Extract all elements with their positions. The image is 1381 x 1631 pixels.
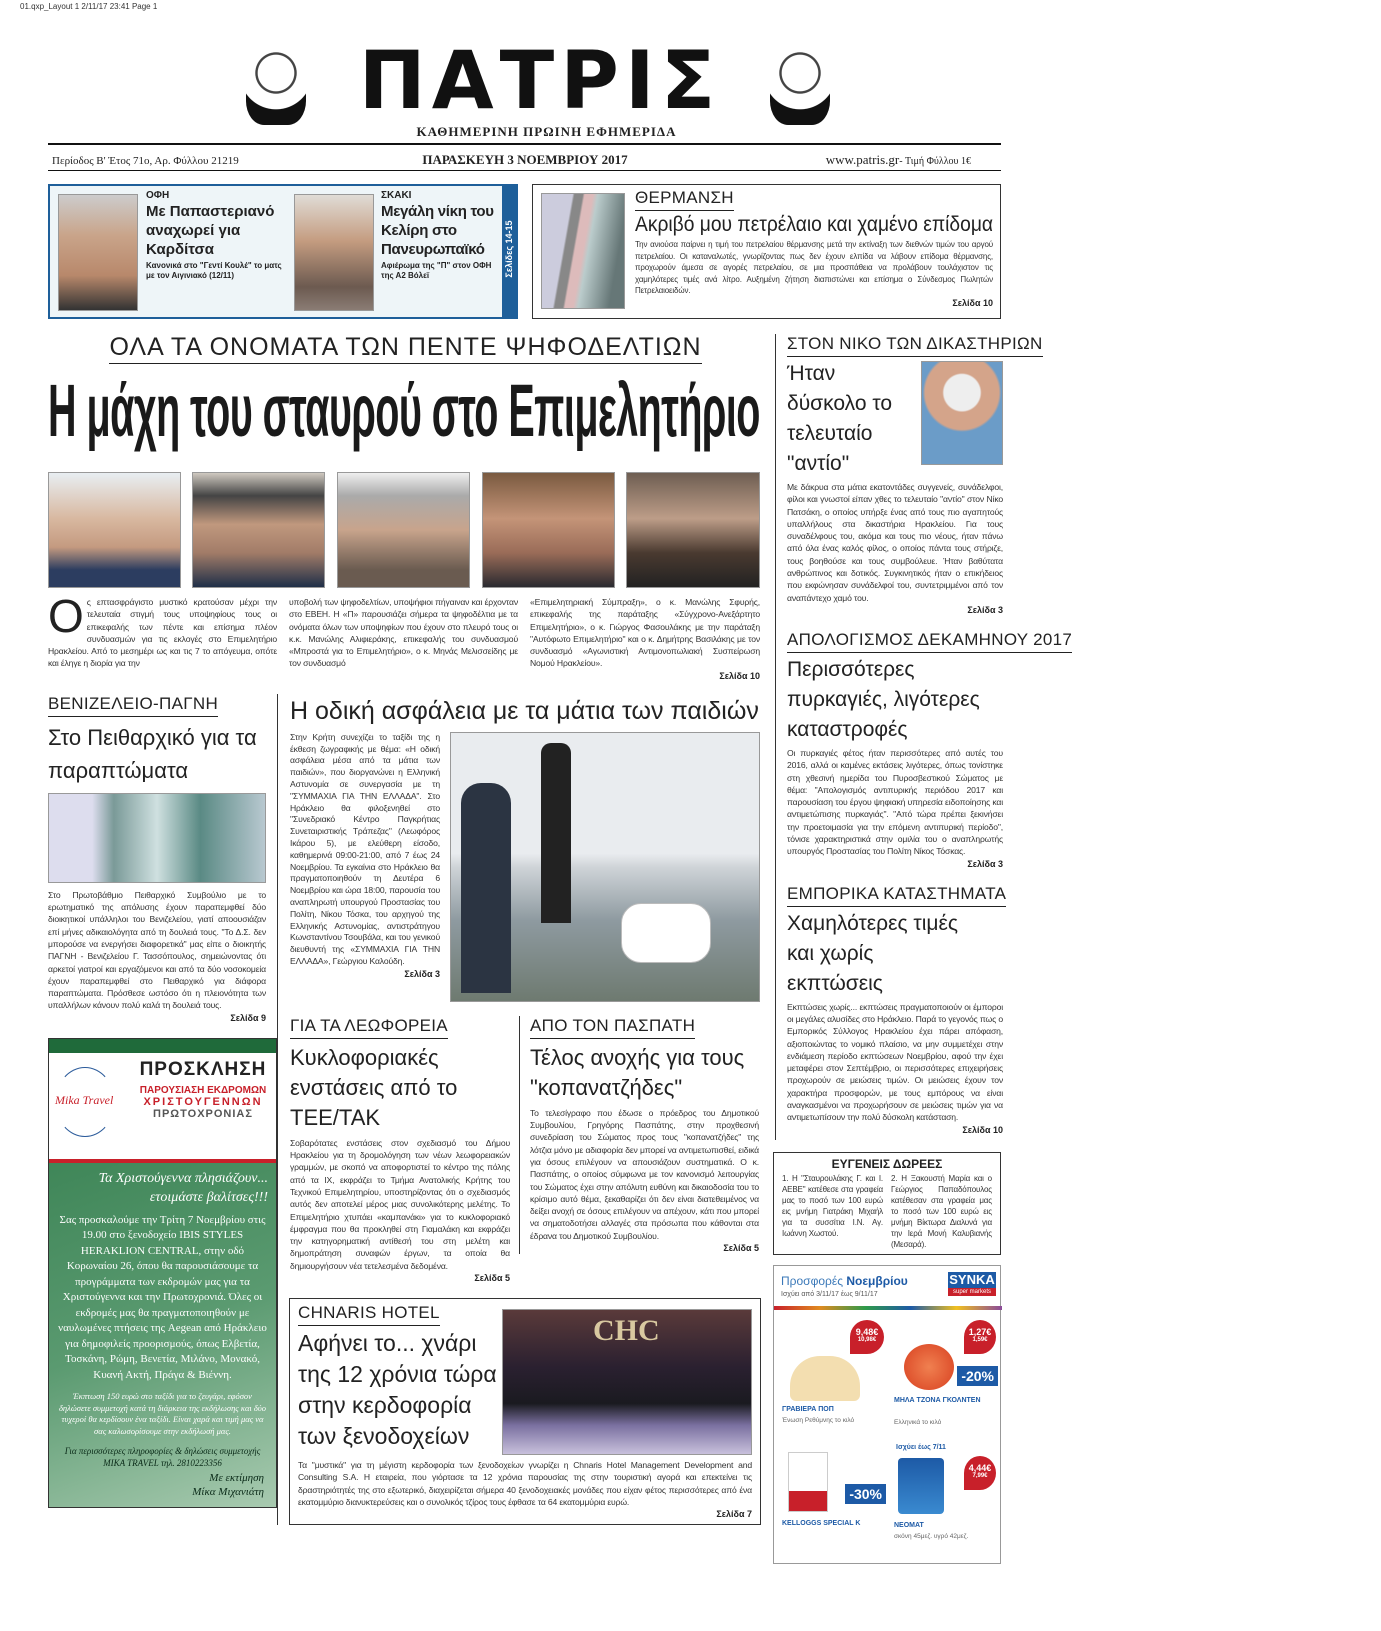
heating-kicker: ΘΕΡΜΑΝΣΗ <box>635 188 734 211</box>
lead-headline[interactable]: Η μάχη του σταυρού στο Επιμελητήριο <box>48 369 760 452</box>
road-page-ref[interactable]: Σελίδα 3 <box>404 968 440 979</box>
synka-logo: SYNKA super markets <box>949 1271 995 1295</box>
heating-box <box>532 184 1001 319</box>
chnaris-page-ref[interactable]: Σελίδα 7 <box>716 1509 752 1520</box>
niko-body: Με δάκρυα στα μάτια εκατοντάδες συγγενείς, συνάδελφοι, φίλοι και γνωστοί είπαν χθες το τελευταίο "αντίο" στον Νίκο Πατσάκη, ο οποίος υπήρξε ένας από τους πιο αγαπητούς υπαλλήλους στα δικαστήρια Ηρακλείου. Για τους συναδέλφους του, ακόμα και τους πιο νέους, ήταν πάνω από όλα ένας καλός φίλος, ο οποίος πάντα τους στήριζε, τους βοηθούσε και τους συμβούλευε. Ήταν βαθύτατα ανθρώπινος και δοτικός. Συγκινητικός ήταν ο επικήδειος που εκφώνησαν συνάδελφοί του, συντετριμμένοι από τον αναπάντεχο χαμό του. <box>787 482 1003 603</box>
hospital-photo <box>48 793 266 883</box>
ad-subtitle: ΠΡΩΤΟΧΡΟΝΙΑΣ <box>153 1107 253 1120</box>
old-price: 7,99€ <box>972 1472 988 1479</box>
buses-headline[interactable]: Κυκλοφοριακές ενστάσεις από το ΤΕΕ/ΤΑΚ <box>290 1044 458 1130</box>
issue-price: - Τιμή Φύλλου 1€ <box>899 156 971 167</box>
cereal-image <box>788 1452 828 1512</box>
sports-pages: Σελίδες 14-15 <box>504 220 514 278</box>
heating-body: Την ανιούσα παίρνει η τιμή του πετρελαίου θέρμανσης μετά την εκτίναξη των διεθνών τιμών του αργού πετρελαίου. Οι καταναλωτές, γνωρίζοντας πως δεν έχουν ελπίδα να λάβουν επίδομα θέρμανσης, προχωρούν άμεσα σε αγορές πετρελαίου, σε μια προσπάθεια να προλάβουν τουλάχιστον τις χαμηλότερες τιμές ανά λίτρο. Αυξημένη ζήτηση διαπιστώνει και επίσημα ο Σύνδεσμος Πωλητών Πετρελαιοειδών. <box>635 240 993 295</box>
road-body: Στην Κρήτη συνεχίζει το ταξίδι της η έκθεση ζωγραφικής με θέμα: «Η οδική ασφάλεια μέσα από τα μάτια των παιδιών», που διοργανώνει η Ελληνική Αστυνομία σε συνεργασία με τη "ΣΥΜΜΑΧΙΑ ΓΙΑ ΤΗΝ ΕΛΛΑΔΑ". Στο Ηράκλειο θα φιλοξενηθεί στο "Συνεδριακό Κέντρο Παγκρήτιας Συνεταιριστικής Τράπεζας" (Λεωφόρος Ικάρου 5), με ελεύθερη είσοδο, καθημερινά 09:00-21:00, από 7 έως 24 Νοεμβρίου. Τα εγκαίνια στο Ηράκλειο θα πραγματοποιηθούν τη Δευτέρα 6 Νοεμβρίου και ώρα 18:00, παρουσία του αναπληρωτή υπουργού Προστασίας του Πολίτη, Νίκου Τόσκα, του αρχηγού της Ελληνικής Αστυνομίας, αντιστράτηγου Κωνσταντίνου Τσουβάλα, και του γενικού διευθυντή της «ΣΥΜΜΑΧΙΑ ΓΙΑ ΤΗΝ ΕΛΛΑΔΑ», Γεώργιου Καλούδη. <box>290 731 440 966</box>
niko-kicker: ΣΤΟΝ ΝΙΚΟ ΤΩΝ ΔΙΚΑΣΤΗΡΙΩΝ <box>787 334 1043 357</box>
issue-info: Περίοδος Β' Έτος 71ο, Αρ. Φύλλου 21219 <box>52 155 239 167</box>
candidate-photo <box>48 472 181 588</box>
hotel-event-photo <box>502 1309 752 1455</box>
sports-box <box>48 184 518 319</box>
venizeleio-kicker: ΒΕΝΙΖΕΛΕΙΟ-ΠΑΓΝΗ <box>48 694 218 717</box>
chnaris-body: Τα "μυστικά" για τη μέγιστη κερδοφορία των ξενοδοχείων γνωρίζει η Chnaris Hotel Management Development and Consulting S.A. Η εταιρεία, που γιόρτασε τα 12 χρόνια παρουσίας της στην τουριστική αγορά και επεκτείνει τις δραστηριότητές της στο εξωτερικό, διαχειρίζεται σήμερα 40 ξενοδοχειακές μονάδες που είχαν φέτος περισσότερες από ένα εκατομμύριο διανυκτερεύσεις και ο συνολικός τζίρος τους έφθασε τα 64 εκατομμύρια ευρώ. <box>298 1460 752 1507</box>
sports-sub: Κανονικά στο "Γεντί Κουλέ" το ματς με τον Αιγινιακό (12/11) <box>146 261 282 280</box>
founder-portrait-right <box>770 45 830 125</box>
founder-portrait-left <box>246 45 306 125</box>
synka-ad[interactable] <box>773 1265 1001 1564</box>
synka-title-month: Νοεμβρίου <box>846 1273 908 1288</box>
buses-page-ref[interactable]: Σελίδα 5 <box>474 1273 510 1284</box>
fires-kicker: ΑΠΟΛΟΓΙΣΜΟΣ ΔΕΚΑΜΗΝΟΥ 2017 <box>787 630 1072 653</box>
buses-kicker: ΓΙΑ ΤΑ ΛΕΩΦΟΡΕΙΑ <box>290 1016 448 1039</box>
synka-title: Προσφορές <box>781 1273 843 1288</box>
price-tag: 9,48€ <box>855 1326 879 1337</box>
apples-image <box>904 1344 954 1390</box>
ad-title: ΠΡΟΣΚΛΗΣΗ <box>139 1058 267 1080</box>
venizeleio-body: Στο Πρωτοβάθμιο Πειθαρχικό Συμβούλιο με το ερωτηματικό της απόλυσης έχουν παραπεμφθεί δύο διοικητικοί υπάλληλοι του Βενιζελείου, γιατί αποουσιάζαν επί μήνες αδικαιολόγητα από τη δουλειά τους. "Το Δ.Σ. δεν μπορούσε να ενεργήσει διαφορετικά" μας είπε ο διοικητής ΠΑΓΝΗ - Βενιζελείου Γ. Τασσόπουλος, σημειώνοντας ότι αρκετοί γιατροί και εργαζόμενοι και από τα δύο νοσοκομεία έχουν παραπεμφθεί στο Πειθαρχικό για διάφορα παραπτώματα. Πρόσθεσε ωστόσο ότι η πλειονότητα των υπαλλήλων κάνουν πολύ καλά τη δουλειά τους. <box>48 889 266 1011</box>
shops-kicker: ΕΜΠΟΡΙΚΑ ΚΑΤΑΣΤΗΜΑΤΑ <box>787 884 1006 907</box>
price-tag: 1,27€ <box>968 1326 992 1337</box>
sports-kicker: ΣΚΑΚΙ <box>381 190 412 201</box>
sports-headline[interactable]: Με Παπαστεριανό αναχωρεί για Καρδίτσα <box>146 203 275 258</box>
ad-signature: Με εκτίμηση <box>209 1472 264 1485</box>
donations-title: ΕΥΓΕΝΕΙΣ ΔΩΡΕΕΣ <box>831 1156 943 1171</box>
road-headline[interactable]: Η οδική ασφάλεια με τα μάτια των παιδιών <box>290 696 759 725</box>
heating-headline[interactable]: Ακριβό μου πετρέλαιο και χαμένο επίδομα <box>635 213 994 236</box>
shops-headline[interactable]: Χαμηλότερες τιμές και χωρίς εκπτώσεις <box>787 911 958 995</box>
donation-item: 1. Η "Σταυρουλάκης Γ. και Ι. ΑΕΒΕ" κατέθεσε στα γραφεία μας το ποσό των 100 ευρώ εις μνήμη Γιατράκη Μιχαήλ για τα συσσίτια Ι.Ν. Αγ. Ιωάννη Χωστού. <box>782 1173 883 1238</box>
print-meta: 01.qxp_Layout 1 2/11/17 23:41 Page 1 <box>20 2 158 11</box>
discount-badge: -20% <box>957 1366 998 1386</box>
ad-subtitle: ΧΡΙΣΤΟΥΓΕΝΝΩΝ <box>143 1095 263 1108</box>
offer-note: Ισχύει έως 7/11 <box>896 1443 946 1451</box>
candidate-photo <box>192 472 325 588</box>
niko-page-ref[interactable]: Σελίδα 3 <box>967 604 1003 615</box>
ad-body: Σας προσκαλούμε την Τρίτη 7 Νοεμβρίου στις 19.00 στο ξενοδοχείο IBIS STYLES HERAKLION CENTRAL, στην οδό Κορωναίου 26, όπου θα παρουσιάσουμε τα προγράμματα των εκδρομών μας για τα Χριστούγεννα και την Πρωτοχρονιά. Όλες οι εκδρομές μας θα πραγματοποιηθούν με ναυλωμένες πτήσεις της Aegean από Ηράκλειο για δημοφιλείς προορισμούς, όπως Ελβετία, Τοσκάνη, Ρώμη, Βενετία, Μιλάνο, Μονακό, Κυανή Ακτή, Πράγα & Βιέννη. <box>58 1213 267 1381</box>
masthead-subtitle: ΚΑΘΗΜΕΡΙΝΗ ΠΡΩΙΝΗ ΕΦΗΜΕΡΙΔΑ <box>416 124 677 139</box>
product-name: KELLOGGS SPECIAL K <box>782 1519 861 1527</box>
issue-date: ΠΑΡΑΣΚΕΥΗ 3 ΝΟΕΜΒΡΙΟΥ 2017 <box>422 152 628 167</box>
old-price: 1,59€ <box>972 1336 988 1343</box>
fires-page-ref[interactable]: Σελίδα 3 <box>967 858 1003 869</box>
niko-headline[interactable]: Ήταν δύσκολο το τελευταίο "αντίο" <box>787 362 893 475</box>
ad-signature: Μίκα Μιχανιάτη <box>192 1486 264 1499</box>
product-desc: Ελληνικά το κιλό <box>894 1418 942 1426</box>
mika-travel-logo: Mika Travel <box>55 1092 114 1107</box>
website-link[interactable]: www.patris.gr <box>825 152 900 167</box>
masthead-logo: ΠΑΤΡΙΣ <box>358 34 722 127</box>
candidate-photo <box>337 472 470 588</box>
candidate-photo <box>482 472 615 588</box>
ad-subtitle: ΠΑΡΟΥΣΙΑΣΗ ΕΚΔΡΟΜΩΝ <box>139 1084 267 1096</box>
niko-photo <box>921 361 1003 465</box>
lead-body-col3: «Επιμελητηριακή Σύμπραξη», ο κ. Μανώλης Σφυρής, επικεφαλής της παράταξης «Σύγχρονο-Ανεξάρτητο Επιμελητήριο», ο κ. Γιώργος Φασουλάκης με την παράταξη "Αυτόφωτο Επιμελητήριο" και ο κ. Δημήτρης Βασιλάκης με τον συνδυασμό «Αγωνιστική Αντιμονοπωλιακή Συσπείρωση Νομού Ηρακλείου». <box>530 597 760 669</box>
price-tag: 4,44€ <box>968 1462 992 1473</box>
candidate-photo <box>626 472 760 588</box>
paspatis-page-ref[interactable]: Σελίδα 5 <box>723 1243 759 1254</box>
ad-contact: Για περισσότερες πληροφορίες & δηλώσεις συμμετοχής MIKA TRAVEL τηλ. 2810223356 <box>64 1446 261 1469</box>
heating-page-ref[interactable]: Σελίδα 10 <box>952 297 993 308</box>
mika-travel-ad[interactable] <box>48 1038 277 1509</box>
sports-headline[interactable]: Μεγάλη νίκη του Κελίρη στο Πανευρωπαϊκό <box>381 203 494 258</box>
chess-player-photo <box>294 194 374 311</box>
venizeleio-page-ref[interactable]: Σελίδα 9 <box>230 1012 266 1023</box>
shops-page-ref[interactable]: Σελίδα 10 <box>962 1124 1003 1135</box>
donation-item: 2. Η Ξακουστή Μαρία και ο Γεώργιος Παπαδόπουλος κατέθεσαν στα γραφεία μας το ποσό των 100 ευρώ εις μνήμη Βίκτωρα Διαλυνά για την Ιερά Μονή Καλυβιανής (Μεσαρά). <box>891 1173 992 1249</box>
paspatis-headline[interactable]: Τέλος ανοχής για τους "κοπανατζήδες" <box>530 1044 745 1100</box>
ad-offer: Έκπτωση 150 ευρώ στο ταξίδι για το ζευγάρι, εφόσον δηλώσετε συμμετοχή κατά τη διάρκεια της εκδήλωσης και δύο τυχεροί θα κερδίσουν ένα ταξίδι. Είναι χαρά και τιμή μας να σας καλωσορίσουμε στην εκδήλωσή μας. <box>58 1391 267 1436</box>
paspatis-body: Το τελεσίγραφο που έδωσε ο πρόεδρος του Δημοτικού Συμβουλίου, Γρηγόρης Πασπάτης, στην προχθεσινή συνεδρίαση του Σώματος προς τους "κοπανατζήδες" της λότζια μόνο με αδιαφορία δεν μπορεί να αντιμετωπισθεί, ειδικά για όσους επιλέγουν να απουσιάζουν συστηματικά. Ο κ. Πασπάτης, ο οποίος σύμφωνα με τον κανονισμό λειτουργίας του Σώματος έχει στην απόλυτη ευθύνη και δικαιοδοσία του το κρίσιμο αυτό θέμα, ξεκαθαρίζει ότι δεν είναι διατεθειμένος να δείξει ανοχή σε όσους επιλέγουν να απέχουν, κάτι που μπορεί να σηματοδοτήσει αλλαγές στα πρόσωπα που κάθονται στα έδρανα του Δημοτικού Συμβουλίου. <box>530 1107 759 1241</box>
chnaris-headline[interactable]: Αφήνει το... χνάρι της 12 χρόνια τώρα στην κερδοφορία των ξενοδοχείων <box>298 1330 497 1450</box>
synka-validity: Ισχύει από 3/11/17 έως 9/11/17 <box>781 1290 878 1298</box>
lead-page-ref[interactable]: Σελίδα 10 <box>719 670 760 681</box>
chnaris-box <box>289 1298 761 1525</box>
sports-kicker: ΟΦΗ <box>146 190 170 201</box>
paspatis-kicker: ΑΠΟ ΤΟΝ ΠΑΣΠΑΤΗ <box>530 1016 695 1039</box>
donations-box <box>773 1152 1001 1255</box>
cheese-image <box>790 1356 860 1401</box>
ad-slogan: Τα Χριστούγεννα πλησιάζουν... ετοιμάστε βαλίτσες!!! <box>98 1170 268 1205</box>
drop-cap: Ο <box>48 590 84 642</box>
player-photo <box>58 194 138 311</box>
chnaris-kicker: CHNARIS HOTEL <box>298 1303 440 1326</box>
discount-badge: -30% <box>845 1484 886 1504</box>
fires-headline[interactable]: Περισσότερες πυρκαγιές, λιγότερες καταστροφές <box>787 657 980 741</box>
children-exhibition-photo <box>450 732 760 1002</box>
fires-body: Οι πυρκαγιές φέτος ήταν περισσότερες από αυτές του 2016, αλλά οι καμένες εκτάσεις λιγότερες, όπως τονίστηκε στη χθεσινή ημερίδα του Πυροσβεστικού Σώματος με θέμα: "Απολογισμός αντιπυρικής περιόδου 2017 και παρουσίαση του έργου ψηφιακή υπηρεσία ειδοποίησης και αντιμετώπισης πυρκαγιάς". "Από τώρα πρέπει ξεκινήσει την προετοιμασία για την επόμενη αντιπυρική περίοδο", τόνισε χαρακτηριστικά στην ομιλία του ο αναπληρωτής υπουργός Προστασίας του Πολίτη Νίκος Τόσκας. <box>787 747 1003 857</box>
heating-oil-photo <box>541 193 625 309</box>
lead-body-col2: υποβολή των ψηφοδελτίων, υποψήφιοι πήγαιναν και έρχονταν στο ΕΒΕΗ. Η «Π» παρουσιάζει σήμερα τα ψηφοδέλτια με τα ονόματα όλων των υποψηφίων που έχουν στο πλευρό τους οι κ.κ. Μανώλης Αλιφιεράκης, επικεφαλής του συνδυασμού «Μπροστά για το Επιμελητήριο», ο κ. Μηνάς Μελισσείδης με τον συνδυασμό <box>289 597 518 669</box>
lead-kicker: ΟΛΑ ΤΑ ΟΝΟΜΑΤΑ ΤΩΝ ΠΕΝΤΕ ΨΗΦΟΔΕΛΤΙΩΝ <box>109 333 701 364</box>
shops-body: Εκπτώσεις χωρίς... εκπτώσεις πραγματοποιούν οι έμποροι οι μεγάλες αλυσίδες στο Ηράκλειο. Παρά το γεγονός πως ο Εμπορικός Σύλλογος Ηρακλείου έχει πάρει απόφαση, αξιοποιώντας το νομικό πλαίσιο, να μην συμμετέχει στην ενδιάμεση περίοδο εκπτώσεων Νοεμβρίου, αφού την έχει μεταφέρει στον Σεπτέμβριο, οι περισσότερες επιχειρήσεις προχωρούν σε μειώσεις τιμών. Οι μειώσεις έχουν τον χαρακτήρα προσφορών, με τους εμπόρους να είναι αναγκασμένοι να προχωρήσουν σε μειώσεις τιμών για να αντιμετωπίσουν την πολύ δύσκολη κατάσταση. <box>787 1001 1003 1123</box>
product-desc: Ένωση Ρεθύμνης το κιλό <box>782 1416 855 1424</box>
sports-sub: Αφιέρωμα της "Π" στον ΟΦΗ της Α2 Βόλεϊ <box>381 261 492 280</box>
venizeleio-headline[interactable]: Στο Πειθαρχικό για τα παραπτώματα <box>48 724 257 783</box>
product-name: NEOMAT <box>894 1521 924 1529</box>
detergent-image <box>898 1458 944 1514</box>
chc-logo: CHC <box>593 1314 660 1348</box>
product-name: ΓΡΑΒΙΕΡΑ ΠΟΠ <box>782 1405 834 1413</box>
product-desc: σκόνη 45μεζ. υγρό 42μεζ. <box>894 1532 969 1540</box>
buses-body: Σοβαρότατες ενστάσεις στον σχεδιασμό του Δήμου Ηρακλείου για τη δρομολόγηση των νέων λεωφορειακών γραμμών, με σκοπό να αποφορτιστεί το κέντρο της πόλης από τα ΙΧ, εκφράζει το Τμήμα Ανατολικής Κρήτης του Τεχνικού Επιμελητηρίου, υποστηρίζοντας ότι ο σχεδιασμός αυτός δεν αποτελεί μέρος μιας συνολικότερης μελέτης. Το Επιμελητήριο χτυπάει «καμπανάκι» για το κυκλοφοριακό έμφραγμα που θα προκληθεί στη Γιαμαλάκη και εκφράζει την κατηγορηματική αντίθεσή του στη μελέτη και δημοπράτηση συναφών έργων, τα οποία θα δημιουργήσουν νέα τετελεσμένα δεδομένα. <box>290 1137 510 1271</box>
old-price: 10,98€ <box>857 1336 877 1343</box>
lead-body-col1: ς επτασφράγιστο μυστικό κρατούσαν μέχρι την τελευταία στιγμή τους υποψηφίους τους οι επικεφαλής των πέντε και επίσημα πλέον συνδυασμών για τις εκλογές στο Επιμελητήριο Ηρακλείου. Από το μεσημέρι ως και τις 7 το απόγευμα, οπότε και έληγε η διορία για την <box>48 597 277 669</box>
product-name: ΜΗΛΑ ΤΖΟΝΑ ΓΚΟΛΝΤΕΝ <box>894 1396 981 1404</box>
